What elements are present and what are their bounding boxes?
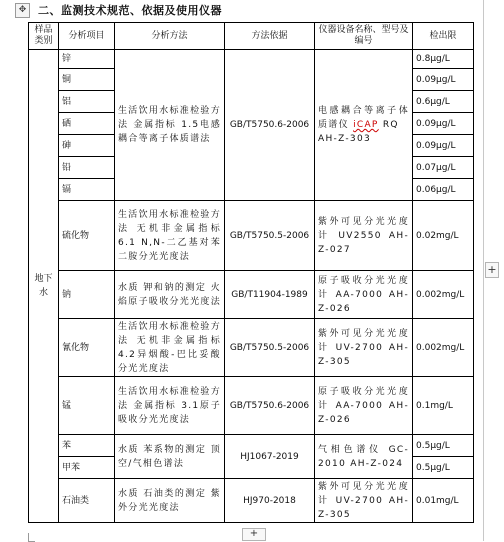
item-cell: 铅 bbox=[59, 157, 115, 179]
limit-cell: 0.002mg/L bbox=[413, 271, 474, 319]
plus-icon[interactable]: + bbox=[485, 262, 499, 278]
header-instrument: 仪器设备名称、型号及编号 bbox=[315, 23, 413, 50]
limit-cell: 0.06μg/L bbox=[413, 179, 474, 201]
limit-cell: 0.1mg/L bbox=[413, 377, 474, 435]
item-cell: 氰化物 bbox=[59, 319, 115, 377]
limit-cell: 0.09μg/L bbox=[413, 113, 474, 135]
item-cell: 甲苯 bbox=[59, 457, 115, 479]
item-cell: 石油类 bbox=[59, 479, 115, 523]
instrument-model: iCAP bbox=[353, 120, 379, 130]
instrument-cell: 紫外可见分光光度计 UV-2700 AH-Z-305 bbox=[315, 479, 413, 523]
method-cell: 水质 钾和钠的测定 火焰原子吸收分光光度法 bbox=[115, 271, 225, 319]
limit-cell: 0.09μg/L bbox=[413, 69, 474, 91]
item-cell: 铜 bbox=[59, 69, 115, 91]
basis-cell: HJ1067-2019 bbox=[225, 435, 315, 479]
item-cell: 硫化物 bbox=[59, 201, 115, 271]
instrument-cell: 原子吸收分光光度计 AA-7000 AH-Z-026 bbox=[315, 271, 413, 319]
item-cell: 钠 bbox=[59, 271, 115, 319]
header-item: 分析项目 bbox=[59, 23, 115, 50]
plus-icon[interactable]: + bbox=[242, 528, 266, 541]
limit-cell: 0.09μg/L bbox=[413, 135, 474, 157]
item-cell: 铝 bbox=[59, 91, 115, 113]
item-cell: 苯 bbox=[59, 435, 115, 457]
header-sample-type: 样品类别 bbox=[29, 23, 59, 50]
basis-cell: GB/T11904-1989 bbox=[225, 271, 315, 319]
move-icon[interactable]: ✥ bbox=[15, 3, 30, 18]
limit-cell: 0.01mg/L bbox=[413, 479, 474, 523]
instrument-name: 电感耦合等离子体质谱仪 bbox=[318, 106, 409, 130]
limit-cell: 0.5μg/L bbox=[413, 435, 474, 457]
method-cell: 生活饮用水标准检验方法 金属指标 3.1原子吸收分光光度法 bbox=[115, 377, 225, 435]
monitoring-table bbox=[28, 22, 474, 523]
limit-cell: 0.07μg/L bbox=[413, 157, 474, 179]
method-cell: 生活饮用水标准检验方法 金属指标 1.5电感耦合等离子体质谱法 bbox=[115, 50, 225, 201]
instrument-model-suffix: RQ bbox=[382, 120, 399, 130]
instrument-cell: 紫外可见分光光度计 UV-2700 AH-Z-305 bbox=[315, 319, 413, 377]
instrument-cell bbox=[315, 50, 413, 201]
header-basis: 方法依据 bbox=[225, 23, 315, 50]
item-cell: 硒 bbox=[59, 113, 115, 135]
method-cell: 生活饮用水标准检验方法 无机非金属指标 6.1 N,N-二乙基对苯二胺分光光度法 bbox=[115, 201, 225, 271]
header-method: 分析方法 bbox=[115, 23, 225, 50]
method-cell: 水质 苯系物的测定 顶空/气相色谱法 bbox=[115, 435, 225, 479]
basis-cell: GB/T5750.5-2006 bbox=[225, 201, 315, 271]
section-heading: 二、监测技术规范、依据及使用仪器 bbox=[38, 4, 222, 17]
item-cell: 砷 bbox=[59, 135, 115, 157]
limit-cell: 0.5μg/L bbox=[413, 457, 474, 479]
limit-cell: 0.8μg/L bbox=[413, 50, 474, 69]
instrument-cell: 紫外可见分光光度计 UV2550 AH-Z-027 bbox=[315, 201, 413, 271]
basis-cell: GB/T5750.5-2006 bbox=[225, 319, 315, 377]
sample-type-cell: 地下水 bbox=[29, 50, 59, 523]
limit-cell: 0.6μg/L bbox=[413, 91, 474, 113]
instrument-cell: 气相色谱仪 GC-2010 AH-Z-024 bbox=[315, 435, 413, 479]
basis-cell: GB/T5750.6-2006 bbox=[225, 50, 315, 201]
limit-cell: 0.002mg/L bbox=[413, 319, 474, 377]
basis-cell: HJ970-2018 bbox=[225, 479, 315, 523]
method-cell: 水质 石油类的测定 紫外分光光度法 bbox=[115, 479, 225, 523]
limit-cell: 0.02mg/L bbox=[413, 201, 474, 271]
basis-cell: GB/T5750.6-2006 bbox=[225, 377, 315, 435]
item-cell: 镉 bbox=[59, 179, 115, 201]
instrument-id: AH-Z-303 bbox=[318, 134, 372, 144]
method-cell: 生活饮用水标准检验方法 无机非金属指标 4.2异烟酸-巴比妥酸分光光度法 bbox=[115, 319, 225, 377]
header-limit: 检出限 bbox=[413, 23, 474, 50]
item-cell: 锰 bbox=[59, 377, 115, 435]
item-cell: 锌 bbox=[59, 50, 115, 69]
instrument-cell: 原子吸收分光光度计 AA-7000 AH-Z-026 bbox=[315, 377, 413, 435]
